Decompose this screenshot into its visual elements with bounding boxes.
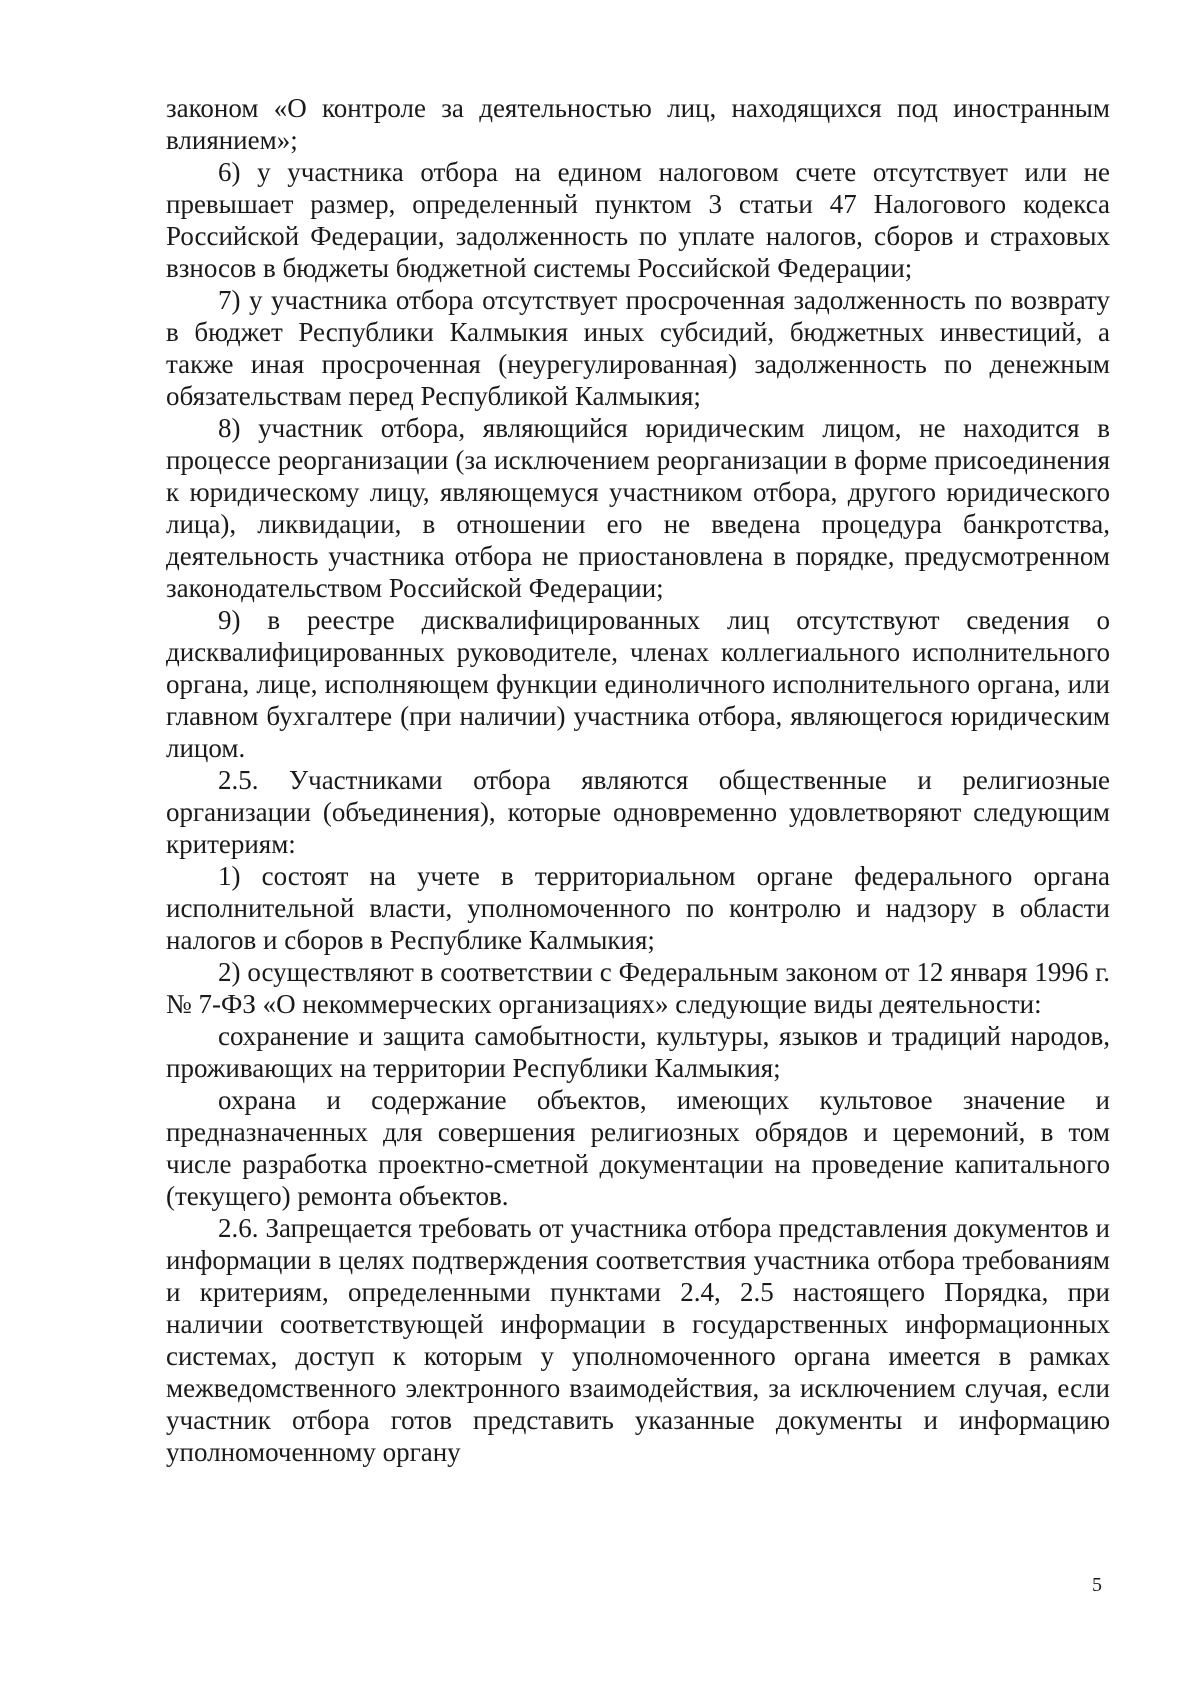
paragraph-section-2-6: 2.6. Запрещается требовать от участника отбора представления документов и информации в целях подтверждения соответствия участника отбора требованиям и критериям, определенными пунктами 2.4, 2.5 настоящего Порядка, при наличии соответствующей информации в государственных информационных системах, доступ к которым у уполномоченного органа имеется в рамках межведомственного электронного взаимодействия, за исключением случая, если участник отбора готов представить указанные документы и информацию уполномоченному органу [166,1213,1110,1467]
paragraph-item-7: 7) у участника отбора отсутствует просроченная задолженность по возврату в бюджет Республики Калмыкия иных субсидий, бюджетных инвестиций, а также иная просроченная (неурегулированная) задолженность по денежным обязательствам перед Республикой Калмыкия; [166,285,1110,411]
paragraph-activity-culture: сохранение и защита самобытности, культуры, языков и традиций народов, проживающих на территории Республики Калмыкия; [166,1021,1110,1083]
document-page [166,92,1110,1468]
paragraph-continuation: законом «О контроле за деятельностью лиц, находящихся под иностранным влиянием»; [166,93,1110,155]
page-number: 5 [1092,1574,1102,1596]
paragraph-activity-objects: охрана и содержание объектов, имеющих культовое значение и предназначенных для совершения религиозных обрядов и церемоний, в том числе разработка проектно-сметной документации на проведение капитального (текущего) ремонта объектов. [166,1085,1110,1211]
paragraph-criterion-2: 2) осуществляют в соответствии с Федеральным законом от 12 января 1996 г. № 7-ФЗ «О некоммерческих организациях» следующие виды деятельности: [166,957,1110,1019]
paragraph-item-9: 9) в реестре дисквалифицированных лиц отсутствуют сведения о дисквалифицированных руководителе, членах коллегиального исполнительного органа, лице, исполняющем функции единоличного исполнительного органа, или главном бухгалтере (при наличии) участника отбора, являющегося юридическим лицом. [166,605,1110,763]
paragraph-criterion-1: 1) состоят на учете в территориальном органе федерального органа исполнительной власти, уполномоченного по контролю и надзору в области налогов и сборов в Республике Калмыкия; [166,861,1110,955]
paragraph-section-2-5: 2.5. Участниками отбора являются общественные и религиозные организации (объединения), которые одновременно удовлетворяют следующим критериям: [166,765,1110,859]
paragraph-item-6: 6) у участника отбора на едином налоговом счете отсутствует или не превышает размер, определенный пунктом 3 статьи 47 Налогового кодекса Российской Федерации, задолженность по уплате налогов, сборов и страховых взносов в бюджеты бюджетной системы Российской Федерации; [166,157,1110,283]
paragraph-item-8: 8) участник отбора, являющийся юридическим лицом, не находится в процессе реорганизации (за исключением реорганизации в форме присоединения к юридическому лицу, являющемуся участником отбора, другого юридического лица), ликвидации, в отношении его не введена процедура банкротства, деятельность участника отбора не приостановлена в порядке, предусмотренном законодательством Российской Федерации; [166,413,1110,603]
